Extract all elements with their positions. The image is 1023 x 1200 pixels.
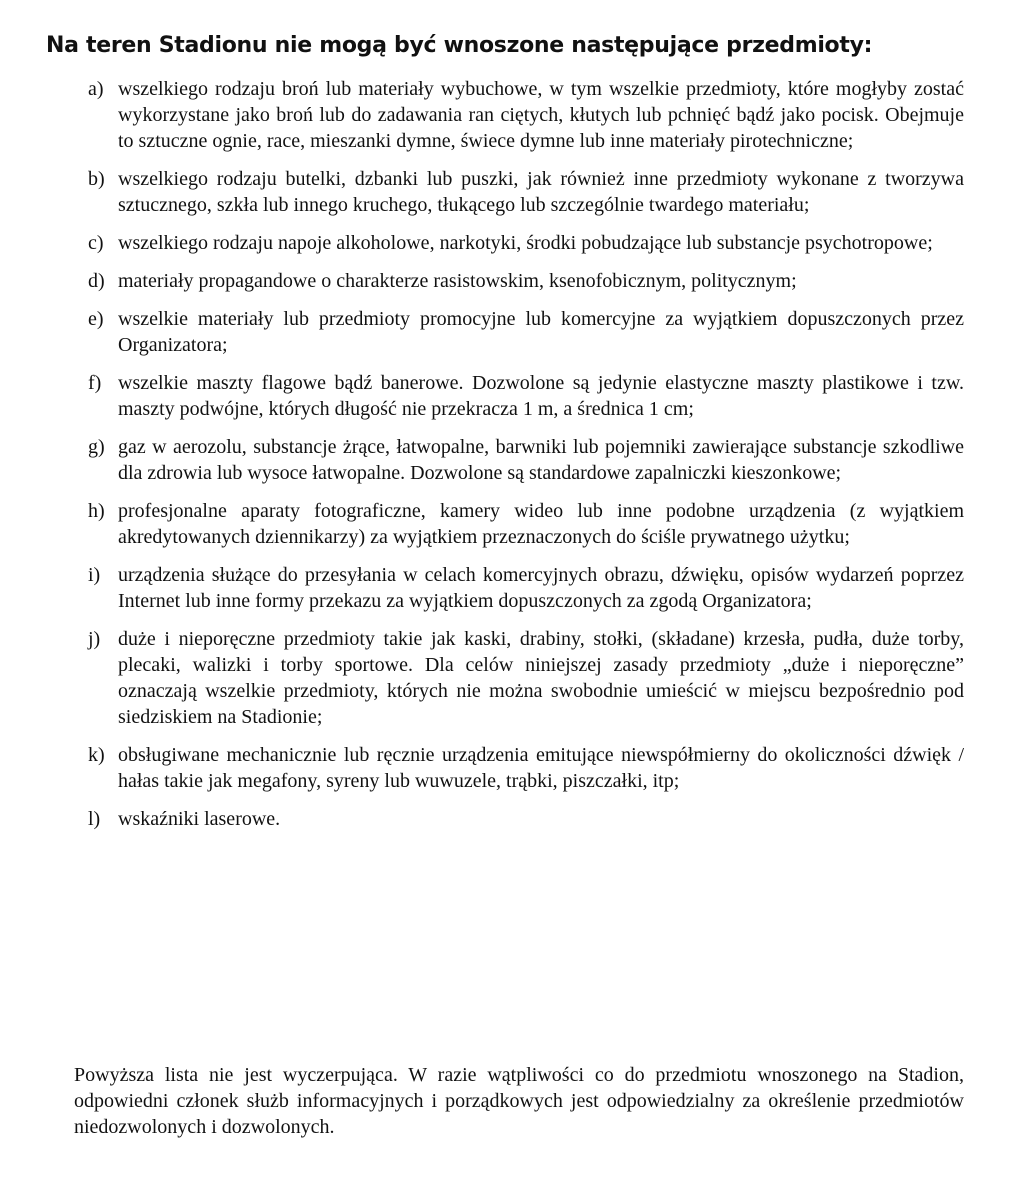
list-item-text: wszelkiego rodzaju broń lub materiały wybuchowe, w tym wszelkie przedmioty, które mogłyby zostać wykorzystane jako broń lub do zadawania ran ciętych, kłutych lub pchnięć bądź jako pocisk. Obejmuje to sztuczne ognie, race, mieszanki dymne, świece dymne lub inne materiały pirotechniczne;	[118, 78, 964, 152]
closing-note: Powyższa lista nie jest wyczerpująca. W razie wątpliwości co do przedmiotu wnoszonego na Stadion, odpowiedni członek służb informacyjnych i porządkowych jest odpowiedzialny za określenie przedmiotów niedozwolonych i dozwolonych.	[74, 1064, 964, 1138]
list-item-text: wszelkiego rodzaju butelki, dzbanki lub puszki, jak również inne przedmioty wykonane z tworzywa sztucznego, szkła lub innego kruchego, tłukącego lub szczególnie twardego materiału;	[118, 168, 964, 216]
list-item	[88, 268, 964, 294]
list-item-marker: h)	[88, 500, 105, 522]
list-item-text: wszelkie maszty flagowe bądź banerowe. Dozwolone są jedynie elastyczne maszty plastikowe i tzw. maszty podwójne, których długość nie przekracza 1 m, a średnica 1 cm;	[118, 372, 964, 420]
list-item-marker: f)	[88, 372, 102, 394]
list-item-text: gaz w aerozolu, substancje żrące, łatwopalne, barwniki lub pojemniki zawierające substancje szkodliwe dla zdrowia lub wysoce łatwopalne. Dozwolone są standardowe zapalniczki kieszonkowe;	[118, 436, 964, 484]
list-item-marker: j)	[88, 628, 101, 650]
list-item	[88, 498, 964, 550]
list-item-marker: a)	[88, 78, 104, 100]
page-title: Na teren Stadionu nie mogą być wnoszone następujące przedmioty:	[46, 33, 873, 58]
list-item-text: duże i nieporęczne przedmioty takie jak kaski, drabiny, stołki, (składane) krzesła, pudła, duże torby, plecaki, walizki i torby sportowe. Dla celów niniejszej zasady przedmioty „duże i nieporęczne” oznaczają wszelkie przedmioty, których nie można swobodnie umieścić w miejscu bezpośrednio pod siedziskiem na Stadionie;	[118, 628, 964, 728]
list-item-text: wskaźniki laserowe.	[118, 808, 281, 830]
list-item-text: obsługiwane mechanicznie lub ręcznie urządzenia emitujące niewspółmierny do okoliczności dźwięk / hałas takie jak megafony, syreny lub wuwuzele, trąbki, piszczałki, itp;	[118, 744, 964, 792]
list-item	[88, 434, 964, 486]
list-item-text: wszelkiego rodzaju napoje alkoholowe, narkotyki, środki pobudzające lub substancje psychotropowe;	[118, 232, 933, 254]
list-item-text: urządzenia służące do przesyłania w celach komercyjnych obrazu, dźwięku, opisów wydarzeń poprzez Internet lub inne formy przekazu za wyjątkiem dopuszczonych za zgodą Organizatora;	[118, 564, 964, 612]
list-item-marker: d)	[88, 270, 105, 292]
list-item	[88, 306, 964, 358]
list-item	[88, 742, 964, 794]
list-item	[88, 166, 964, 218]
list-item	[88, 626, 964, 730]
list-item	[88, 76, 964, 154]
list-item-marker: g)	[88, 436, 105, 458]
prohibited-items-list	[88, 76, 964, 844]
list-item-marker: k)	[88, 744, 105, 766]
list-item	[88, 806, 964, 832]
list-item-marker: e)	[88, 308, 104, 330]
list-item-text: profesjonalne aparaty fotograficzne, kamery wideo lub inne podobne urządzenia (z wyjątkiem akredytowanych dziennikarzy) za wyjątkiem przeznaczonych do ściśle prywatnego użytku;	[118, 500, 964, 548]
list-item-text: wszelkie materiały lub przedmioty promocyjne lub komercyjne za wyjątkiem dopuszczonych przez Organizatora;	[118, 308, 964, 356]
list-item	[88, 230, 964, 256]
list-item-marker: l)	[88, 808, 101, 830]
list-item-marker: c)	[88, 232, 104, 254]
list-item-text: materiały propagandowe o charakterze rasistowskim, ksenofobicznym, politycznym;	[118, 270, 797, 292]
list-item-marker: i)	[88, 564, 101, 586]
list-item	[88, 370, 964, 422]
list-item	[88, 562, 964, 614]
list-item-marker: b)	[88, 168, 105, 190]
